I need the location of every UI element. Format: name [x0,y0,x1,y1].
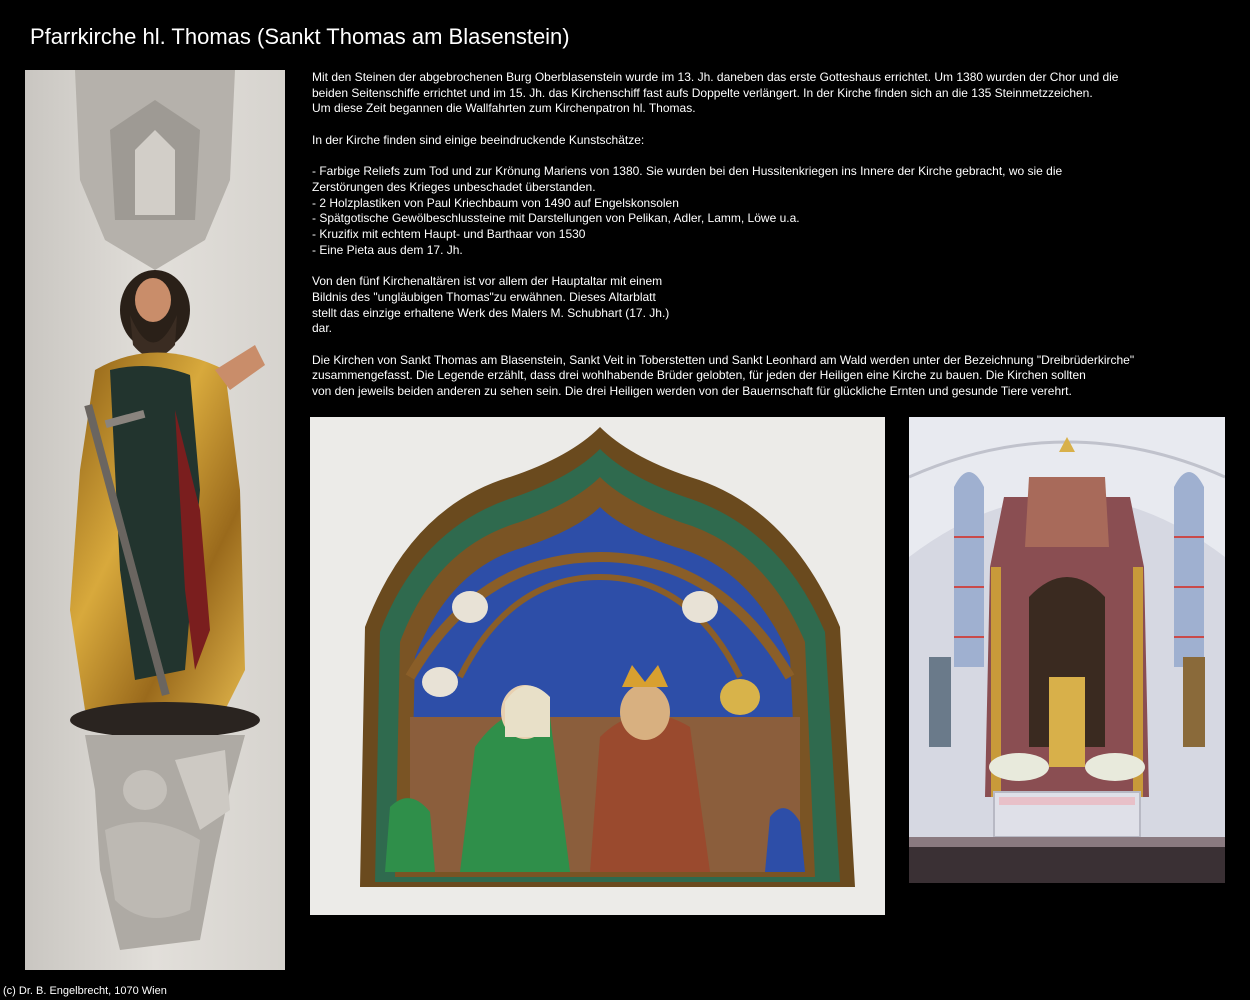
description-text [312,70,1212,415]
page-title: Pfarrkirche hl. Thomas (Sankt Thomas am Blasenstein) [30,24,570,49]
altar-photo [909,417,1225,883]
relief-image [310,417,885,915]
statue-photo [25,70,285,970]
paragraph-treasures-intro: In der Kirche finden sind einige beeindruckende Kunstschätze: [312,132,645,147]
relief-photo [310,417,885,915]
paragraph-history: Mit den Steinen der abgebrochenen Burg Oberblasenstein wurde im 13. Jh. daneben das erste Gotteshaus errichtet. Um 1380 wurden der Chor und die beiden Seitenschiffe errichtet und im 15. Jh. das Kirchenschiff fast aufs Doppelte verlängert. In der Kirche finden sich an die 135 Steinmetzzeichen. Um diese Zeit begannen die Wallfahrten zum Kirchenpatron hl. Thomas. [312,70,1119,116]
copyright-notice: (c) Dr. B. Engelbrecht, 1070 Wien [3,985,167,997]
altar-image [909,417,1225,883]
paragraph-legend: Die Kirchen von Sankt Thomas am Blasenstein, Sankt Veit in Toberstetten und Sankt Leonhard am Wald werden unter der Bezeichnung "Dreibrüderkirche" zusammengefasst. Die Legende erzählt, dass drei wohlhabende Brüder gelobten, für jeden der Heiligen eine Kirche zu bauen. Die Kirchen sollten von den jeweils beiden anderen zu sehen sein. Die drei Heiligen werden von der Bauernschaft für glückliche Ernten und gesunde Tiere verehrt. [312,352,1135,398]
paragraph-altars: Von den fünf Kirchenaltären ist vor allem der Hauptaltar mit einem Bildnis des "ungläubigen Thomas"zu erwähnen. Dieses Altarblatt stellt das einzige erhaltene Werk des Malers M. Schubhart (17. Jh.) dar. [312,274,670,336]
statue-image [25,70,285,970]
paragraph-treasures-list: - Farbige Reliefs zum Tod und zur Krönung Mariens von 1380. Sie wurden bei den Hussitenkriegen ins Innere der Kirche gebracht, wo sie die Zerstörungen des Krieges unbeschadet überstanden. - 2 Holzplastiken von Paul Kriechbaum von 1490 auf Engelskonsolen - Spätgotische Gewölbeschlussteine mit Darstellungen von Pelikan, Adler, Lamm, Löwe u.a. - Kruzifix mit echtem Haupt- und Barthaar von 1530 - Eine Pieta aus dem 17. Jh. [312,164,1063,257]
